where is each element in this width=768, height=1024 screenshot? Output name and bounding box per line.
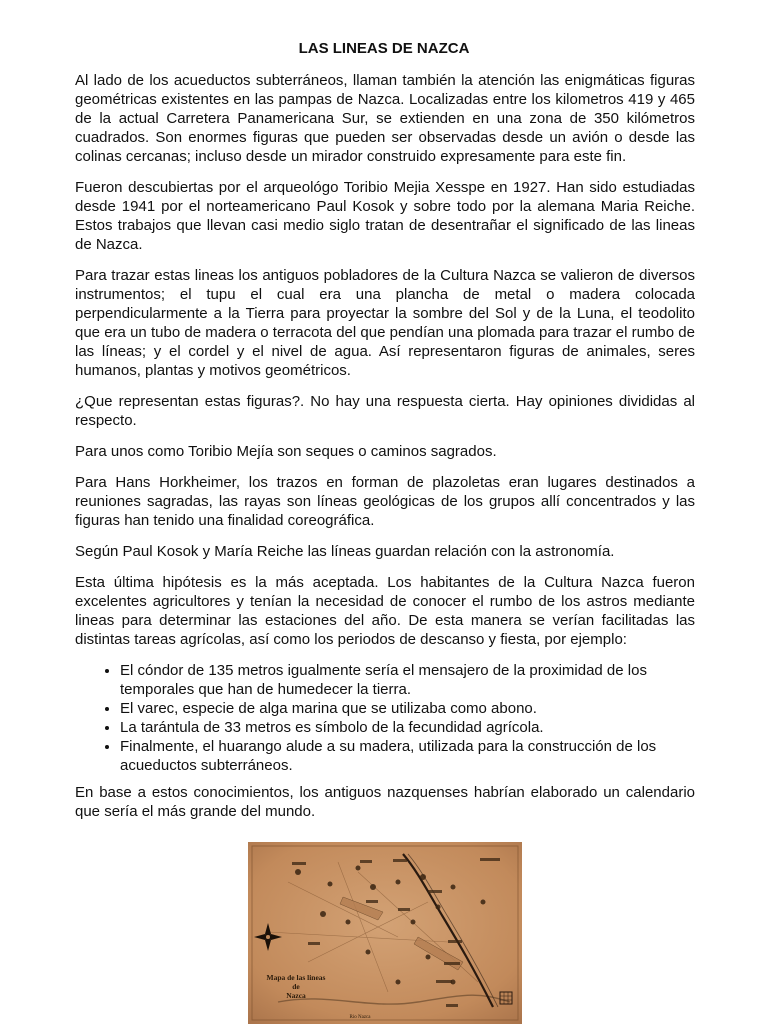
nazca-map-image [248, 842, 522, 1024]
document-body [75, 71, 695, 833]
list-item: • La tarántula de 33 metros es símbolo de la fecundidad agrícola. [120, 718, 695, 737]
bullet-list [75, 661, 695, 775]
paragraph: ¿Que representan estas figuras?. No hay una respuesta cierta. Hay opiniones divididas al respecto. [75, 393, 695, 429]
list-item: • Finalmente, el huarango alude a su madera, utilizada para la construcción de los acueductos subterráneos. [120, 737, 695, 775]
list-item: • El varec, especie de alga marina que se utilizaba como abono. [120, 699, 695, 718]
paragraph: Para unos como Toribio Mejía son seques o caminos sagrados. [75, 443, 497, 460]
map-caption-line: Mapa de las lineas [266, 973, 326, 982]
paragraph: Para Hans Horkheimer, los trazos en forman de plazoletas eran lugares destinados a reuniones sagradas, las rayas son líneas geológicas de los grupos allí concentrados y las figuras han tenido una finalidad coreográfica. [75, 474, 695, 529]
river-label: Rio Nazca [349, 1015, 371, 1020]
paragraph: Fueron descubiertas por el arqueológo Toribio Mejia Xesspe en 1927. Han sido estudiadas desde 1941 por el norteamericano Paul Kosok y sobre todo por la alemana Maria Reiche. Estos trabajos que llevan casi medio siglo tratan de desentrañar el significado de las lineas de Nazca. [75, 179, 695, 253]
map-caption-line: Nazca [286, 991, 306, 1000]
paragraph: Esta última hipótesis es la más aceptada. Los habitantes de la Cultura Nazca fueron excelentes agricultores y tenían la necesidad de conocer el rumbo de los astros mediante lineas para determinar las estaciones del año. De esta manera se verían facilitadas las distintas tareas agrícolas, así como los periodos de descanso y fiesta, por ejemplo: [75, 574, 695, 648]
paragraph: Para trazar estas lineas los antiguos pobladores de la Cultura Nazca se valieron de diversos instrumentos; el tupu el cual era una plancha de metal o madera colocada perpendicularmente a la Tierra para proyectar la sombre del Sol y de la Luna, el teodolito que era un tubo de madera o terracota del que pendían una plomada para trazar el rumbo de las líneas; y el cordel y el nivel de agua. Así representaron figuras de animales, seres humanos, plantas y motivos geométricos. [75, 267, 695, 379]
closing-paragraph: En base a estos conocimientos, los antiguos nazquenses habrían elaborado un calendario que sería el más grande del mundo. [75, 784, 695, 820]
list-item: • El cóndor de 135 metros igualmente sería el mensajero de la proximidad de los temporales que han de humedecer la tierra. [120, 661, 695, 699]
map-illustration [248, 842, 522, 1024]
paragraph: Al lado de los acueductos subterráneos, llaman también la atención las enigmáticas figuras geométricas existentes en las pampas de Nazca. Localizadas entre los kilometros 419 y 465 de la actual Carretera Panamericana Sur, se extienden en una zona de 350 kilómetros cuadrados. Son enormes figuras que pueden ser observadas desde un avión o desde las colinas cercanas; incluso desde un mirador construido expresamente para este fin. [75, 72, 695, 165]
page-title: LAS LINEAS DE NAZCA [298, 40, 470, 57]
paragraph: Según Paul Kosok y María Reiche las líneas guardan relación con la astronomía. [75, 543, 615, 560]
map-caption-line: de [292, 982, 300, 991]
